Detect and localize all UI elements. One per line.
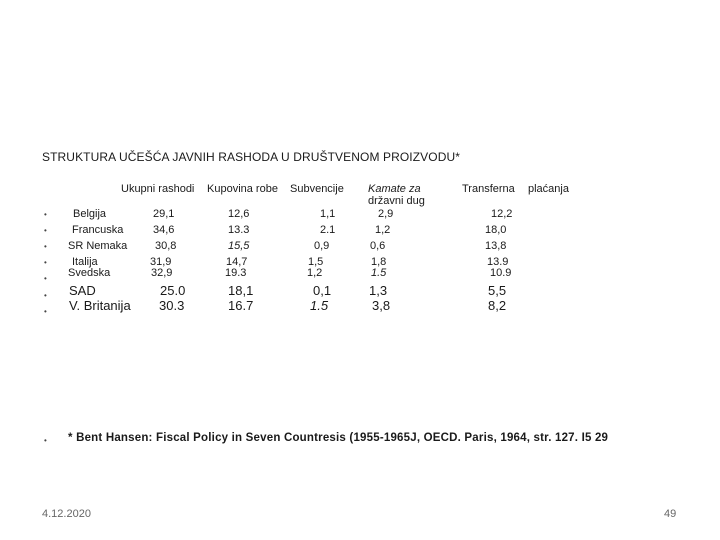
cell-goods: 16.7 [228,298,254,313]
cell-interest: 1,8 [371,256,387,268]
row-country: SAD [69,283,96,298]
cell-interest: 2,9 [378,208,394,220]
slide-date: 4.12.2020 [42,508,91,520]
page-number: 49 [664,508,677,520]
bullet: • [44,274,47,283]
cell-interest: 1,3 [369,283,388,298]
row-country: SR Nemaka [68,240,128,252]
cell-interest: 1.5 [371,267,387,279]
cell-subsidies: 2.1 [320,224,336,236]
cell-total: 31,9 [150,256,172,268]
cell-total: 29,1 [153,208,175,220]
cell-transfer: 10.9 [490,267,512,279]
header-subsidies: Subvencije [290,183,344,195]
header-interest-line1: Kamate za [368,183,421,195]
header-interest-line2: državni dug [368,195,425,207]
row-country: Belgija [73,208,107,220]
slide-title: STRUKTURA UČEŠĆA JAVNIH RASHODA U DRUŠTVENOM PROIZVODU* [42,150,460,164]
row-country: V. Britanija [69,298,131,313]
cell-total: 32,9 [151,267,173,279]
cell-subsidies: 1,5 [308,256,324,268]
cell-transfer: 8,2 [488,298,507,313]
cell-subsidies: 0,1 [313,283,332,298]
cell-subsidies: 1,2 [307,267,323,279]
cell-total: 34,6 [153,224,175,236]
cell-goods: 13.3 [228,224,250,236]
cell-interest: 1,2 [375,224,391,236]
cell-transfer: 12,2 [491,208,513,220]
cell-total: 30.3 [159,298,185,313]
cell-goods: 12,6 [228,208,250,220]
row-country: Francuska [72,224,124,236]
cell-transfer: 5,5 [488,283,507,298]
cell-total: 30,8 [155,240,177,252]
cell-interest: 3,8 [372,298,391,313]
cell-goods: 14,7 [226,256,248,268]
cell-transfer: 18,0 [485,224,507,236]
bullet: • [44,210,47,219]
cell-goods: 19.3 [225,267,247,279]
cell-goods: 18,1 [228,283,254,298]
bullet: • [44,242,47,251]
header-transfer: Transferna [462,183,515,195]
cell-transfer: 13,8 [485,240,507,252]
header-goods: Kupovina robe [207,183,278,195]
cell-subsidies: 0,9 [314,240,330,252]
bullet: • [44,291,47,300]
header-payments: plaćanja [528,183,569,195]
cell-transfer: 13.9 [487,256,509,268]
bullet: • [44,436,47,445]
bullet: • [44,307,47,316]
footnote: * Bent Hansen: Fiscal Policy in Seven Countresis (1955-1965J, OECD. Paris, 1964, str. 127. I5 29 [68,432,609,444]
bullet: • [44,226,47,235]
cell-interest: 0,6 [370,240,386,252]
cell-goods: 15,5 [228,240,250,252]
row-country: Italija [72,256,98,268]
row-country: Svedska [68,267,111,279]
bullet: • [44,258,47,267]
cell-subsidies: 1,1 [320,208,336,220]
cell-subsidies: 1.5 [310,298,329,313]
header-total: Ukupni rashodi [121,183,195,195]
cell-total: 25.0 [160,283,186,298]
